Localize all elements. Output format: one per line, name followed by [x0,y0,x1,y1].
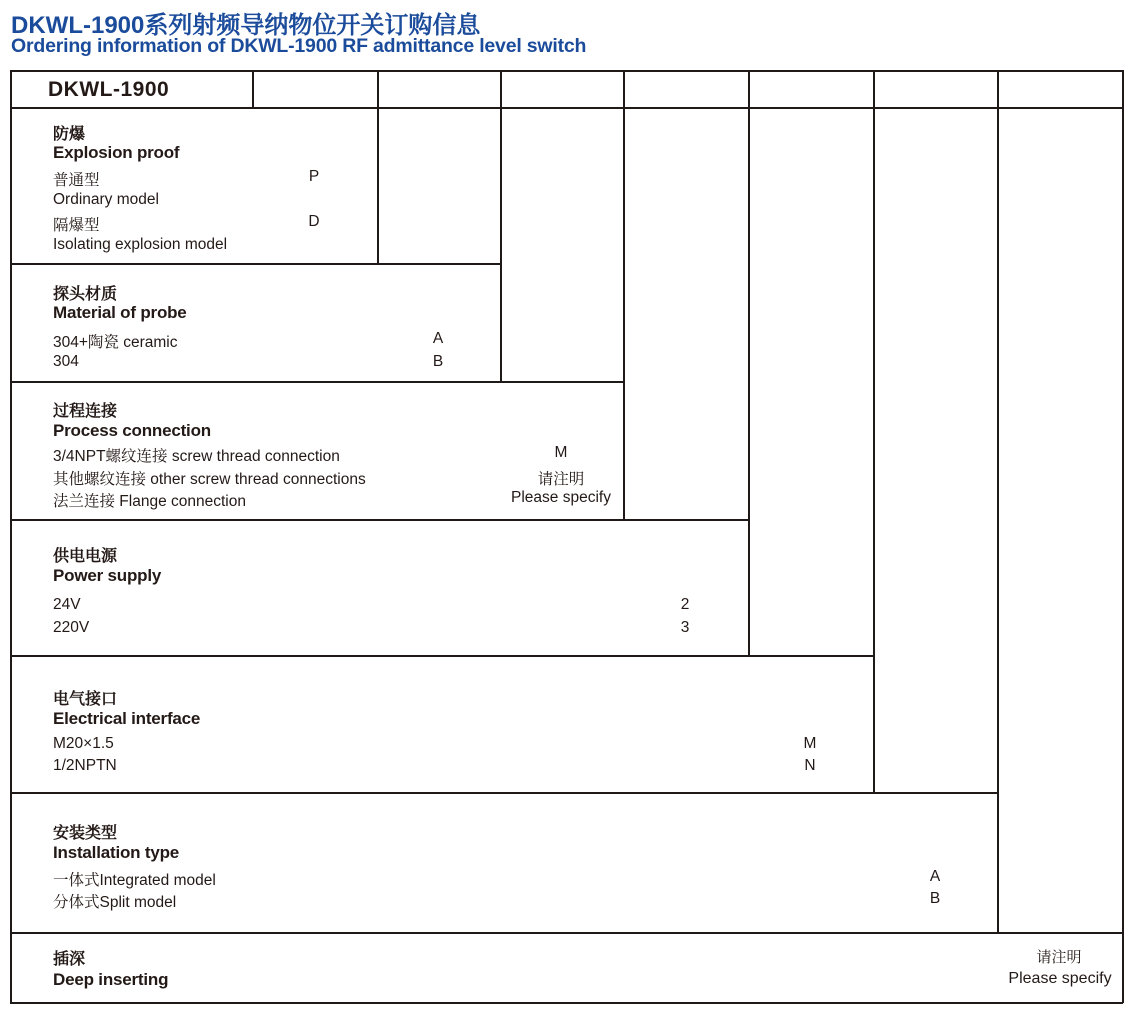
code-ordinary-model: P [308,168,320,185]
grid-line-top [10,70,1123,72]
code-integrated: A [929,867,941,885]
section-installation-title-zh: 安装类型 [53,825,118,842]
option-flange: 法兰连接 Flange connection [53,493,246,510]
grid-line-col2 [377,70,379,264]
section-explosion-proof-title-zh: 防爆 [53,126,86,143]
grid-line-s4-bottom [10,655,874,657]
section-process-title-en: Process connection [53,420,211,440]
option-isolating-model-en: Isolating explosion model [53,235,228,253]
option-24v: 24V [53,596,81,613]
option-ordinary-model-en: Ordinary model [53,190,159,208]
grid-line-left-border [10,70,12,1003]
grid-line-col7 [997,70,999,933]
option-ordinary-model-zh: 普通型 [53,172,100,189]
code-other-thread: 请注明 [537,470,585,488]
grid-line-col1 [252,70,254,108]
section-explosion-proof-title-en: Explosion proof [53,143,180,162]
option-304-ceramic: 304+陶瓷 ceramic [53,334,178,351]
section-power-title-zh: 供电电源 [53,548,118,565]
section-deep-inserting-title-en: Deep inserting [53,969,169,989]
code-304: B [432,352,444,370]
option-isolating-model-zh: 隔爆型 [53,217,100,234]
section-electrical-title-zh: 电气接口 [53,691,118,708]
option-m20: M20×1.5 [53,734,114,752]
grid-line-right-border [1122,70,1124,1003]
section-material-title-en: Material of probe [53,303,187,322]
section-power-title-en: Power supply [53,566,162,585]
grid-line-col6 [873,70,875,793]
grid-line-col5 [748,70,750,656]
section-electrical-title-en: Electrical interface [53,709,201,728]
code-deep-inserting-zh: 请注明 [1036,949,1082,966]
code-npt-thread: M [554,444,568,461]
page-title-en: Ordering information of DKWL-1900 RF admittance level switch [11,35,587,57]
option-220v: 220V [53,618,90,636]
page-title-zh: DKWL-1900系列射频导纳物位开关订购信息 [11,12,481,39]
section-process-title-zh: 过程连接 [53,403,118,420]
grid-line-s1-bottom [10,263,501,265]
section-installation-title-en: Installation type [53,842,180,862]
grid-line-s6-bottom [10,932,1123,934]
option-nptn: 1/2NPTN [53,757,117,774]
grid-line-s2-bottom [10,381,624,383]
code-split: B [929,889,941,907]
option-integrated: 一体式Integrated model [53,871,216,889]
grid-line-s5-bottom [10,792,998,794]
option-split: 分体式Split model [53,893,177,911]
code-isolating-model: D [308,213,320,230]
code-nptn: N [804,757,816,774]
option-304: 304 [53,352,79,370]
code-deep-inserting-en: Please specify [1008,969,1112,987]
grid-line-bottom [10,1002,1123,1004]
code-304-ceramic: A [432,330,444,347]
grid-line-header [10,107,1123,109]
section-material-title-zh: 探头材质 [53,286,118,303]
option-npt-thread: 3/4NPT螺纹连接 screw thread connection [53,448,340,465]
option-other-thread: 其他螺纹连接 other screw thread connections [53,470,366,488]
grid-line-col4 [623,70,625,520]
grid-line-s3-bottom [10,519,749,521]
grid-line-col3 [500,70,502,382]
section-deep-inserting-title-zh: 插深 [53,951,86,968]
code-flange: Please specify [511,489,611,506]
code-220v: 3 [680,618,690,636]
code-m20: M [803,734,817,752]
model-code-cell: DKWL-1900 [48,78,170,101]
code-24v: 2 [680,596,690,613]
